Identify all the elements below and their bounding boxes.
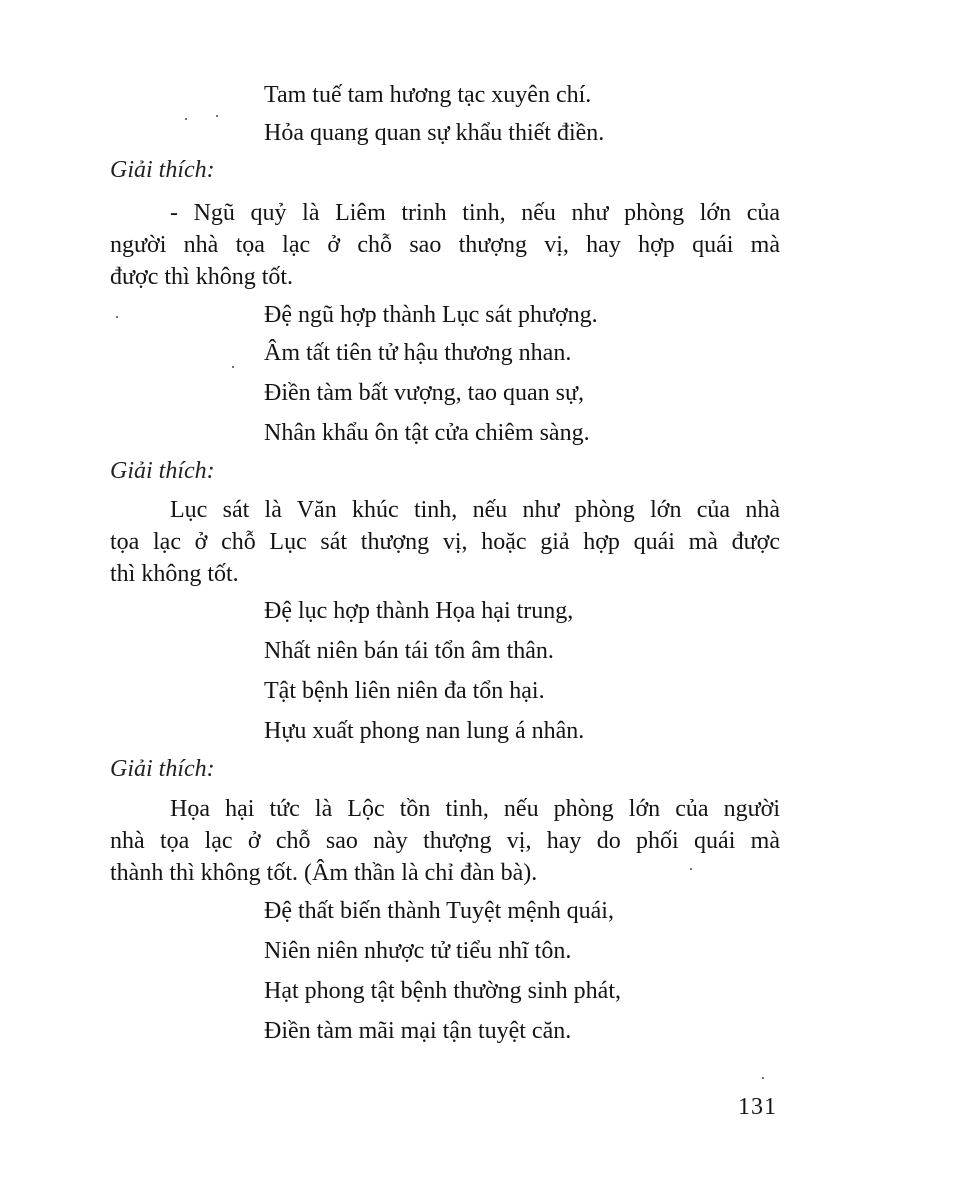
explanation-heading: Giải thích: [110, 157, 215, 183]
scan-speck [185, 118, 187, 120]
verse-line: Nhân khẩu ôn tật cửa chiêm sàng. [264, 420, 590, 446]
paragraph-line: người nhà tọa lạc ở chỗ sao thượng vị, hay hợp quái mà [110, 232, 780, 258]
scan-speck [762, 1077, 764, 1079]
explanation-paragraph [110, 793, 780, 889]
paragraph-line: thì không tốt. [110, 561, 239, 587]
scan-speck [216, 115, 218, 117]
paragraph-line: Họa hại tức là Lộc tồn tinh, nếu phòng lớn của người [170, 796, 780, 822]
verse-line: Âm tất tiên tử hậu thương nhan. [264, 340, 572, 366]
explanation-paragraph [110, 494, 780, 590]
explanation-heading: Giải thích: [110, 756, 215, 782]
verse-line: Điền tàm mãi mại tận tuyệt căn. [264, 1018, 572, 1044]
verse-line: Nhất niên bán tái tổn âm thân. [264, 638, 554, 664]
paragraph-line: được thì không tốt. [110, 264, 294, 290]
explanation-paragraph [110, 197, 780, 293]
verse-line: Niên niên nhược tử tiểu nhĩ tôn. [264, 938, 572, 964]
verse-line: Đệ thất biến thành Tuyệt mệnh quái, [264, 898, 614, 924]
verse-line: Đệ ngũ hợp thành Lục sát phượng. [264, 302, 598, 328]
verse-line: Tam tuế tam hương tạc xuyên chí. [264, 82, 592, 108]
explanation-heading: Giải thích: [110, 458, 215, 484]
verse-line: Đệ lục hợp thành Họa hại trung, [264, 598, 574, 624]
verse-line: Tật bệnh liên niên đa tổn hại. [264, 678, 545, 704]
paragraph-line: thành thì không tốt. (Âm thần là chỉ đàn bà). [110, 860, 538, 886]
paragraph-line: tọa lạc ở chỗ Lục sát thượng vị, hoặc giả hợp quái mà được [110, 529, 780, 555]
page-number: 131 [738, 1094, 777, 1120]
paragraph-line: nhà tọa lạc ở chỗ sao này thượng vị, hay do phối quái mà [110, 828, 780, 854]
verse-line: Hạt phong tật bệnh thường sinh phát, [264, 978, 621, 1004]
paragraph-line: - Ngũ quỷ là Liêm trinh tinh, nếu như phòng lớn của [170, 200, 780, 226]
scan-speck [232, 366, 234, 368]
verse-line: Điền tàm bất vượng, tao quan sự, [264, 380, 584, 406]
paragraph-line: Lục sát là Văn khúc tinh, nếu như phòng lớn của nhà [170, 497, 780, 523]
verse-line: Hỏa quang quan sự khẩu thiết điền. [264, 120, 605, 146]
verse-line: Hựu xuất phong nan lung á nhân. [264, 718, 585, 744]
scan-speck [116, 316, 118, 318]
scan-speck [690, 868, 692, 870]
